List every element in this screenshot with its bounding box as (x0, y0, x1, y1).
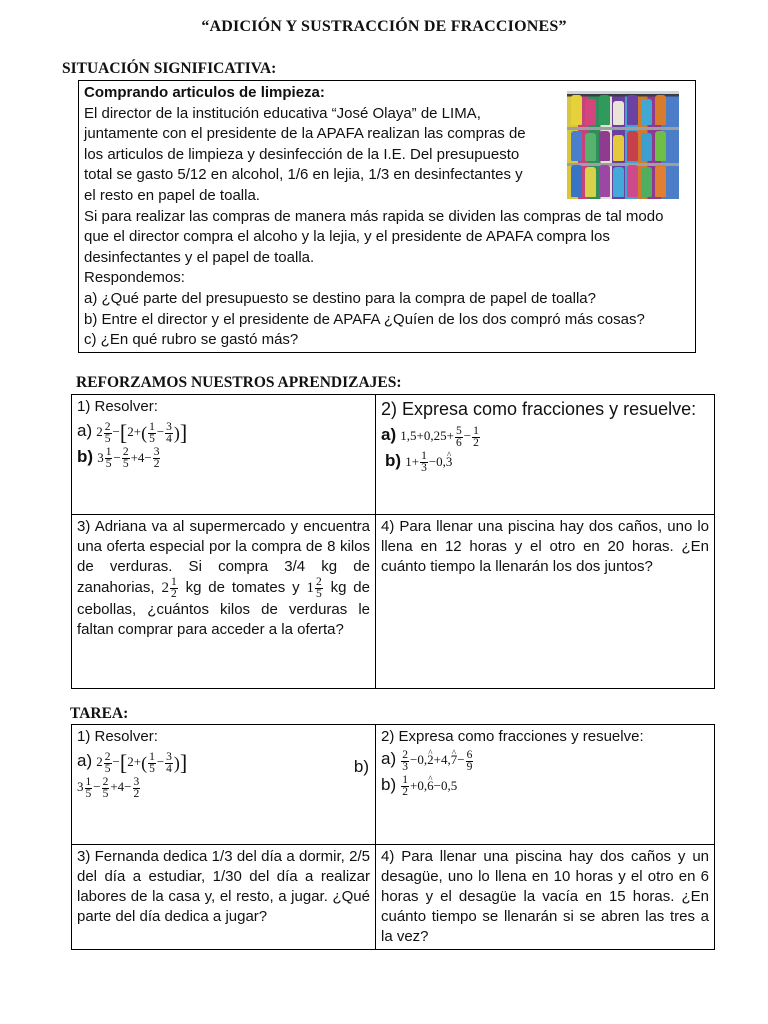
situation-line: el resto en papel de toalla. (84, 186, 260, 204)
question-a: a) ¿Qué parte del presupuesto se destino para la compra de papel de toalla? (84, 289, 596, 307)
tarea-exercise-4-text: 4) Para llenar una piscina hay dos caños y un desagüe, uno lo llena en 10 horas y el otro en 6 horas y el desagüe la vacía en 15 horas. ¿En cuánto tiempo se llenarán si se abren las tres a la vez? (381, 848, 709, 945)
question-c: c) ¿En qué rubro se gastó más? (84, 331, 299, 349)
tarea-exercise-1-cell (72, 725, 376, 845)
expression-2a: 1,5+0,25+ $\frac{5}{6}$ − $\frac{1}{2}$ (400, 424, 479, 449)
situation-paragraph: Si para realizar las compras de manera más rapida se dividen las compras de tal modo que el director compra el alcoho y la lejia, y el presidente de APAFA compra los desinfectantes y el papel de toalla. (84, 207, 664, 266)
exercise-3-text-c: kg de cebollas, ¿cuántos kilos de verduras le faltan comprar para acceder a la oferta? (77, 578, 370, 638)
exercise-4-text: 4) Para llenar una piscina hay dos caños, uno lo llena en 12 horas y el otro en 20 horas. ¿En cuánto tiempo la llenarán los dos juntos? (381, 518, 709, 575)
label-a: a) (381, 425, 397, 444)
tarea-expression-2b: $\frac{1}{2}$ +0,^ 6−0,5 (400, 778, 457, 793)
question-b: b) Entre el director y el presidente de APAFA ¿Quíen de los dos compró más cosas? (84, 310, 645, 328)
tarea-heading: TAREA: (70, 705, 129, 722)
cleaning-products-image (567, 91, 679, 199)
tarea-table (71, 724, 715, 950)
expression-1a: 2 $\frac{2}{5}$ −[2+( $\frac{1}{5}$ − $\frac{3}{4}$ )] (96, 420, 188, 446)
exercise-2-title: 2) Expresa como fracciones y resuelve: (381, 399, 697, 419)
exercise-1-title: 1) Resolver: (77, 398, 158, 415)
situation-line: total se gasto 5/12 en alcohol, 1/6 en lejia, 1/3 en desinfectantes y (84, 166, 523, 184)
tarea-exercise-2-title: 2) Expresa como fracciones y resuelve: (381, 728, 644, 745)
label-b: b) (381, 774, 397, 794)
label-b: b) (385, 450, 402, 470)
tarea-expression-2a: $\frac{2}{3}$ −0,^ 2+4,^ 7− $\frac{6}{9}$ (400, 752, 474, 767)
document-title: “ADICIÓN Y SUSTRACCIÓN DE FRACCIONES” (201, 18, 567, 35)
exercise-1-cell (72, 395, 376, 515)
label-a: a) (77, 421, 93, 440)
exercise-3-text-a: 3) Adriana va al supermercado y encuentra una oferta especial por la compra de 8 kilos de verduras. Si compra 3/4 kg de zanahorias, (77, 518, 370, 596)
situation-subtitle: Comprando articulos de limpieza: (84, 84, 325, 101)
tarea-exercise-1-title: 1) Resolver: (77, 728, 158, 745)
exercise-4-cell (376, 515, 715, 689)
tarea-exercise-3-text: 3) Fernanda dedica 1/3 del día a dormir, 2/5 del día a estudiar, 1/30 del día a realizar labores de la casa y, el resto, a jugar. ¿Qué parte del día dedica a jugar? (77, 848, 370, 925)
respond-label: Respondemos: (84, 269, 185, 287)
exercise-2-cell (376, 395, 715, 515)
situation-heading: SITUACIÓN SIGNIFICATIVA: (62, 60, 277, 77)
expression-1b: 3 $\frac{1}{5}$ − $\frac{2}{5}$ +4− $\frac{3}{2}$ (97, 446, 160, 471)
tarea-exercise-4-cell (376, 845, 715, 950)
label-b: b) (353, 757, 369, 776)
label-b: b) (77, 446, 94, 466)
exercise-3-text-b: kg de tomates y (185, 578, 300, 596)
situation-line: los articulos de limpieza y desinfección de la I.E. Del presupuesto (84, 145, 520, 163)
situation-line: El director de la institución educativa “José Olaya” de LIMA, (84, 104, 481, 122)
situation-box (78, 80, 696, 353)
tarea-exercise-2-cell (376, 725, 715, 845)
tarea-expression-1b: 3 $\frac{1}{5}$ − $\frac{2}{5}$ +4− $\frac{3}{2}$ (77, 775, 140, 800)
tarea-expression-1a: 2 $\frac{2}{5}$ −[2+( $\frac{1}{5}$ − $\frac{3}{4}$ )] (96, 750, 188, 776)
label-a: a) (77, 751, 93, 770)
reforzamos-table (71, 394, 715, 689)
expression-2b: 1+ $\frac{1}{3}$ −0,^ 3 (405, 454, 452, 469)
label-a: a) (381, 749, 397, 768)
situation-line: juntamente con el presidente de la APAFA realizan las compras de (84, 125, 526, 143)
tarea-exercise-3-cell (72, 845, 376, 950)
reforzamos-heading: REFORZAMOS NUESTROS APRENDIZAJES: (76, 374, 402, 391)
exercise-3-cell: 3) Adriana va al supermercado y encuentra una oferta especial por la compra de 8 kilos de verduras. Si compra 3/4 kg de zanahorias, 2 $\frac{1}{2}$ kg de tomates y 1 $\frac{2}{5}$ kg de cebollas, ¿cuántos kilos de verduras le faltan comprar para acceder a la oferta? (72, 515, 376, 689)
